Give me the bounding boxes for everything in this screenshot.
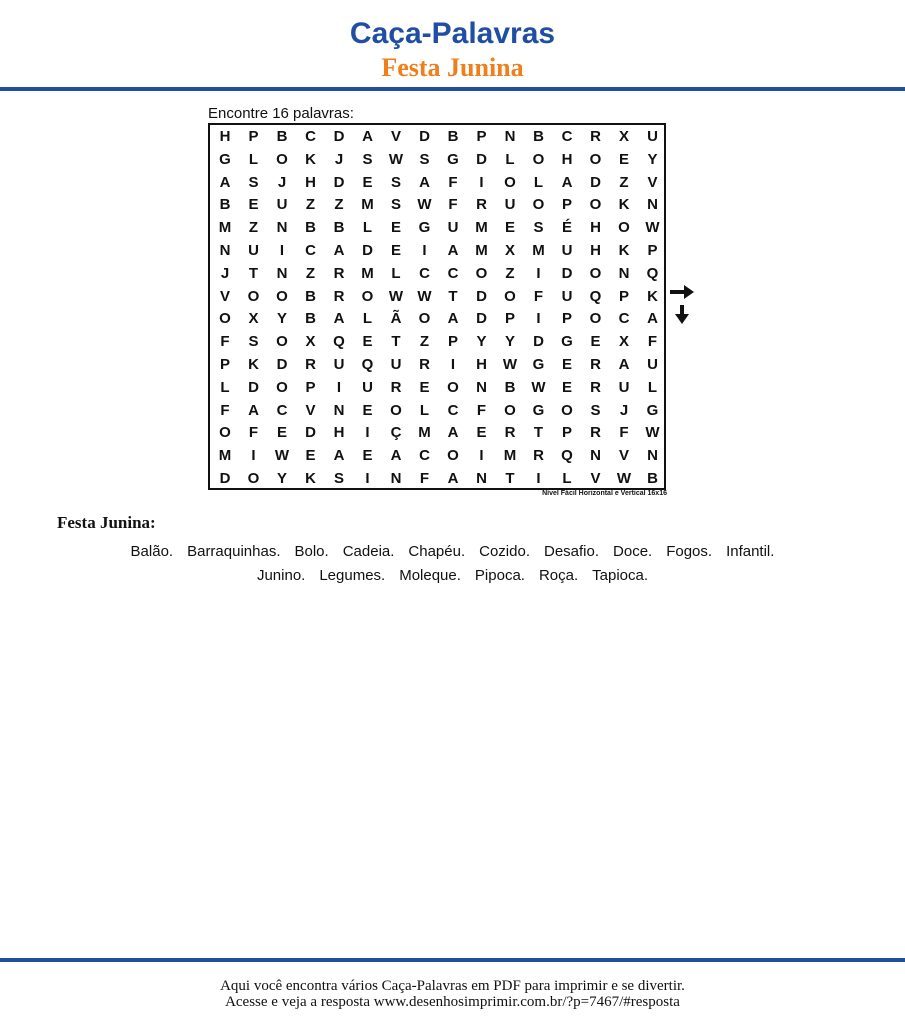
grid-cell: G: [532, 356, 545, 373]
grid-cell: O: [589, 264, 602, 282]
grid-cell: W: [388, 150, 404, 168]
grid-cell: V: [618, 447, 629, 465]
arrow-right-icon: [669, 282, 695, 302]
grid-cell: Z: [248, 219, 259, 237]
word-item: Legumes.: [319, 567, 386, 584]
grid-cell: F: [220, 401, 230, 419]
grid-cell: S: [533, 219, 544, 237]
grid-cell: K: [248, 356, 259, 373]
grid-cell: A: [647, 310, 658, 328]
grid-cell: E: [590, 333, 601, 351]
word-item: Cozido.: [479, 543, 530, 560]
grid-cell: E: [561, 378, 572, 396]
grid-cell: A: [618, 356, 630, 373]
grid-cell: U: [647, 128, 658, 145]
grid-cell: D: [219, 470, 231, 487]
grid-cell: Z: [305, 264, 316, 282]
grid-cell: L: [533, 173, 544, 191]
grid-cell: E: [618, 150, 629, 168]
grid-cell: Y: [647, 150, 658, 168]
grid-cell: É: [561, 219, 572, 237]
grid-cell: E: [419, 378, 430, 396]
grid-cell: W: [417, 196, 432, 214]
grid-cell: O: [219, 310, 231, 328]
grid-cell: O: [618, 219, 630, 237]
grid-cell: B: [647, 470, 658, 487]
grid-cell: R: [590, 378, 601, 396]
grid-cell: F: [647, 333, 658, 351]
grid-cell: A: [447, 470, 459, 487]
grid-cell: D: [419, 128, 430, 145]
grid-cell: Q: [589, 287, 602, 305]
grid-cell: M: [475, 219, 488, 237]
grid-cell: H: [590, 242, 601, 259]
grid-cell: R: [333, 287, 345, 305]
grid-cell: L: [505, 150, 515, 168]
grid-cell: C: [561, 128, 573, 145]
grid-cell: U: [618, 378, 630, 396]
grid-cell: P: [447, 333, 458, 351]
grid-cell: K: [618, 196, 630, 214]
grid-cell: J: [220, 264, 230, 282]
grid-cell: K: [618, 242, 630, 259]
word-item: Cadeia.: [342, 543, 395, 560]
grid-cell: Z: [334, 196, 344, 214]
grid-cell: R: [590, 424, 601, 442]
grid-cell: O: [276, 333, 288, 351]
grid-cell: W: [616, 470, 632, 487]
grid-cell: O: [475, 264, 488, 282]
grid-cell: O: [247, 470, 260, 487]
grid-cell: E: [362, 173, 373, 191]
grid-cell: X: [618, 333, 629, 351]
arrow-down-icon: [669, 305, 695, 325]
grid-cell: A: [362, 128, 373, 145]
grid-cell: E: [476, 424, 487, 442]
grid-cell: D: [561, 264, 573, 282]
grid-cell: M: [218, 447, 232, 465]
grid-cell: N: [590, 447, 601, 465]
grid-cell: M: [218, 219, 232, 237]
grid-cell: O: [447, 378, 459, 396]
grid-cell: S: [390, 196, 401, 214]
grid-cell: R: [305, 356, 316, 373]
grid-cell: O: [561, 401, 573, 419]
grid-cell: G: [646, 401, 659, 419]
grid-cell: B: [447, 128, 459, 145]
grid-cell: L: [220, 378, 230, 396]
grid-cell: W: [645, 424, 660, 442]
word-list-row-1: [40, 541, 865, 563]
grid-cell: J: [334, 150, 344, 168]
word-item: Tapioca.: [592, 567, 649, 584]
grid-cell: V: [390, 128, 401, 145]
grid-cell: L: [362, 310, 373, 328]
grid-cell: E: [276, 424, 287, 442]
grid-cell: F: [419, 470, 430, 487]
grid-cell: I: [365, 470, 370, 487]
grid-cell: L: [362, 219, 373, 237]
word-item: Desafio.: [543, 543, 600, 560]
grid-cell: I: [422, 242, 427, 259]
grid-cell: U: [276, 196, 288, 214]
grid-cell: O: [589, 150, 602, 168]
grid-cell: D: [533, 333, 544, 351]
grid-cell: B: [305, 287, 316, 305]
grid-cell: R: [476, 196, 487, 214]
bottom-divider: [0, 958, 905, 962]
grid-cell: C: [419, 264, 430, 282]
grid-cell: E: [362, 447, 373, 465]
grid-cell: U: [390, 356, 402, 373]
word-item: Chapéu.: [408, 543, 466, 560]
grid-cell: R: [333, 264, 345, 282]
grid-cell: A: [447, 424, 459, 442]
grid-cell: U: [647, 356, 658, 373]
grid-cell: M: [361, 264, 374, 282]
grid-cell: P: [647, 242, 658, 259]
grid-cell: N: [333, 401, 345, 419]
grid-cell: U: [561, 287, 573, 305]
grid-cell: X: [504, 242, 515, 259]
grid-cell: U: [333, 356, 345, 373]
grid-cell: B: [305, 310, 316, 328]
grid-cell: D: [276, 356, 288, 373]
grid-cell: F: [619, 424, 629, 442]
grid-cell: M: [361, 196, 374, 214]
grid-cell: C: [276, 401, 288, 419]
grid-cell: O: [219, 424, 231, 442]
grid-cell: N: [618, 264, 630, 282]
grid-cell: W: [531, 378, 546, 396]
grid-cell: I: [450, 356, 456, 373]
grid-cell: R: [390, 378, 402, 396]
grid-cell: B: [333, 219, 345, 237]
grid-cell: M: [503, 447, 517, 465]
word-item: Bolo.: [294, 543, 329, 560]
grid-cell: O: [589, 196, 602, 214]
grid-cell: T: [505, 470, 515, 487]
grid-cell: U: [561, 242, 573, 259]
grid-cell: F: [448, 173, 458, 191]
grid-cell: N: [647, 447, 658, 465]
grid-cell: B: [276, 128, 288, 145]
grid-cell: D: [362, 242, 373, 259]
grid-cell: G: [418, 219, 431, 237]
grid-cell: P: [476, 128, 487, 145]
grid-cell: C: [305, 128, 316, 145]
grid-cell: K: [647, 287, 658, 305]
grid-cell: U: [362, 378, 373, 396]
grid-cell: C: [419, 447, 430, 465]
grid-cell: S: [248, 173, 259, 191]
grid-cell: V: [647, 173, 658, 191]
grid-cell: L: [391, 264, 401, 282]
grid-cell: E: [561, 356, 572, 373]
grid-cell: I: [536, 310, 541, 328]
grid-cell: S: [248, 333, 259, 351]
grid-cell: H: [333, 424, 345, 442]
grid-cell: D: [333, 173, 345, 191]
grid-cell: O: [589, 310, 602, 328]
grid-cell: N: [219, 242, 231, 259]
grid-cell: B: [533, 128, 544, 145]
grid-cell: E: [390, 219, 401, 237]
word-search-grid: [208, 123, 666, 490]
grid-cell: T: [248, 264, 259, 282]
grid-cell: O: [447, 447, 459, 465]
grid-cell: Ç: [390, 424, 402, 442]
grid-cell: O: [276, 378, 288, 396]
grid-cell: F: [220, 333, 230, 351]
grid-cell: I: [251, 447, 256, 465]
grid-cell: C: [447, 264, 459, 282]
grid-cell: H: [590, 219, 601, 237]
grid-cell: A: [419, 173, 430, 191]
grid-cell: P: [561, 196, 572, 214]
grid-cell: S: [419, 150, 430, 168]
grid-cell: O: [504, 173, 516, 191]
grid-cell: I: [479, 173, 484, 191]
grid-cell: I: [365, 424, 370, 442]
grid-cell: E: [390, 242, 401, 259]
grid-cell: Ã: [390, 310, 402, 328]
grid-cell: U: [447, 219, 459, 237]
grid-cell: C: [447, 401, 459, 419]
grid-cell: S: [590, 401, 601, 419]
grid-cell: M: [532, 242, 545, 259]
grid-cell: E: [305, 447, 316, 465]
grid-cell: Y: [476, 333, 487, 351]
grid-cell: A: [447, 242, 459, 259]
grid-cell: N: [276, 264, 288, 282]
grid-cell: D: [333, 128, 345, 145]
word-list-row-2: [40, 565, 865, 587]
grid-cell: G: [561, 333, 573, 351]
grid-cell: P: [561, 310, 572, 328]
word-item: Doce.: [613, 543, 653, 560]
word-item: Balão.: [130, 543, 174, 560]
grid-cell: Z: [419, 333, 430, 351]
grid-cell: T: [391, 333, 401, 351]
grid-cell: Y: [504, 333, 515, 351]
grid-cell: S: [362, 150, 373, 168]
grid-cell: Z: [619, 173, 629, 191]
grid-cell: P: [618, 287, 629, 305]
grid-cell: N: [476, 378, 487, 396]
grid-cell: O: [276, 287, 288, 305]
grid-cell: Z: [305, 196, 316, 214]
grid-cell: Q: [561, 447, 573, 465]
grid-cell: B: [219, 196, 231, 214]
grid-cell: H: [561, 150, 573, 168]
word-item: Pipoca.: [474, 567, 525, 584]
grid-cell: C: [618, 310, 630, 328]
grid-cell: O: [418, 310, 431, 328]
grid-cell: O: [504, 287, 516, 305]
grid-cell: R: [590, 128, 601, 145]
grid-cell: O: [390, 401, 402, 419]
word-list-heading: Festa Junina:: [57, 513, 156, 532]
grid-cell: V: [590, 470, 601, 487]
grid-cell: X: [305, 333, 316, 351]
grid-cell: L: [419, 401, 430, 419]
grid-cell: N: [504, 128, 516, 145]
grid-cell: E: [362, 333, 373, 351]
grid-cell: O: [532, 150, 545, 168]
grid-cell: O: [361, 287, 374, 305]
page-title: Caça-Palavras: [349, 17, 556, 50]
top-divider: [0, 87, 905, 91]
grid-cell: H: [476, 356, 487, 373]
grid-cell: F: [533, 287, 544, 305]
grid-cell: P: [305, 378, 316, 396]
grid-cell: M: [418, 424, 431, 442]
page-subtitle: Festa Junina: [381, 53, 524, 82]
grid-cell: O: [504, 401, 516, 419]
grid-cell: I: [479, 447, 484, 465]
grid-cell: I: [336, 378, 342, 396]
grid-cell: P: [504, 310, 515, 328]
grid-cell: R: [419, 356, 430, 373]
grid-cell: O: [276, 150, 288, 168]
grid-cell: P: [248, 128, 259, 145]
grid-cell: A: [447, 310, 459, 328]
word-item: Infantil.: [726, 543, 775, 560]
grid-cell: N: [647, 196, 658, 214]
grid-cell: M: [475, 242, 488, 259]
grid-cell: Y: [276, 470, 287, 487]
grid-cell: F: [448, 196, 458, 214]
grid-cell: E: [362, 401, 373, 419]
grid-cell: H: [219, 128, 231, 145]
grid-cell: A: [333, 447, 345, 465]
grid-cell: P: [219, 356, 230, 373]
grid-cell: D: [590, 173, 601, 191]
grid-cell: V: [219, 287, 230, 305]
grid-cell: A: [248, 401, 259, 419]
grid-cell: C: [305, 242, 316, 259]
word-item: Junino.: [256, 567, 306, 584]
grid-cell: A: [333, 242, 345, 259]
grid-cell: H: [305, 173, 316, 191]
grid-cell: Q: [333, 333, 345, 351]
grid-cell: K: [305, 470, 316, 487]
grid-cell: Q: [361, 356, 374, 373]
grid-cell: E: [248, 196, 259, 214]
grid-cell: I: [536, 470, 541, 487]
grid-cell: U: [504, 196, 516, 214]
grid-cell: O: [247, 287, 260, 305]
word-item: Moleque.: [399, 567, 461, 584]
grid-cell: L: [562, 470, 572, 487]
grid-cell: K: [305, 150, 316, 168]
grid-cell: E: [504, 219, 515, 237]
grid-cell: X: [618, 128, 629, 145]
grid-cell: X: [248, 310, 259, 328]
grid-cell: R: [504, 424, 516, 442]
grid-cell: Q: [646, 264, 659, 282]
grid-cell: I: [536, 264, 541, 282]
word-item: Fogos.: [666, 543, 713, 560]
grid-cell: T: [533, 424, 544, 442]
grid-cell: B: [504, 378, 516, 396]
grid-cell: Y: [276, 310, 287, 328]
grid-cell: A: [390, 447, 402, 465]
grid-cell: W: [274, 447, 290, 465]
grid-cell: W: [417, 287, 432, 305]
grid-cell: A: [333, 310, 345, 328]
grid-cell: P: [561, 424, 572, 442]
grid-cell: N: [276, 219, 288, 237]
grid-cell: V: [305, 401, 316, 419]
puzzle-instruction: Encontre 16 palavras:: [208, 105, 354, 122]
grid-cell: D: [476, 150, 487, 168]
grid-cell: R: [533, 447, 544, 465]
grid-cell: G: [532, 401, 545, 419]
grid-cell: L: [647, 378, 658, 396]
grid-cell: S: [390, 173, 401, 191]
word-item: Roça.: [538, 567, 579, 584]
grid-cell: D: [248, 378, 259, 396]
grid-cell: O: [532, 196, 545, 214]
grid-cell: W: [388, 287, 404, 305]
grid-cell: D: [476, 310, 487, 328]
grid-cell: L: [248, 150, 259, 168]
word-item: Barraquinhas.: [187, 543, 281, 560]
grid-cell: F: [248, 424, 259, 442]
grid-cell: J: [619, 401, 629, 419]
grid-cell: Z: [505, 264, 515, 282]
grid-cell: R: [590, 356, 601, 373]
grid-cell: G: [447, 150, 459, 168]
grid-cell: D: [305, 424, 316, 442]
grid-cell: T: [448, 287, 458, 305]
grid-cell: S: [333, 470, 344, 487]
grid-cell: I: [279, 242, 285, 259]
grid-cell: B: [305, 219, 316, 237]
grid-cell: N: [390, 470, 402, 487]
grid-cell: W: [645, 219, 660, 237]
footer-text: Aqui você encontra vários Caça-Palavras em PDF para imprimir e se divertir.: [220, 978, 685, 994]
grid-cell: D: [476, 287, 487, 305]
grid-cell: W: [502, 356, 518, 373]
difficulty-label: Nível Fácil Horizontal e Vertical 16x16: [542, 490, 667, 497]
grid-cell: A: [561, 173, 573, 191]
footer-link-text: Acesse e veja a resposta www.desenhosimprimir.com.br/?p=7467/#resposta: [225, 994, 680, 1010]
grid-cell: N: [476, 470, 487, 487]
grid-cell: F: [476, 401, 487, 419]
grid-cell: U: [248, 242, 259, 259]
grid-cell: G: [219, 150, 231, 168]
grid-cell: A: [219, 173, 231, 191]
grid-cell: J: [277, 173, 287, 191]
